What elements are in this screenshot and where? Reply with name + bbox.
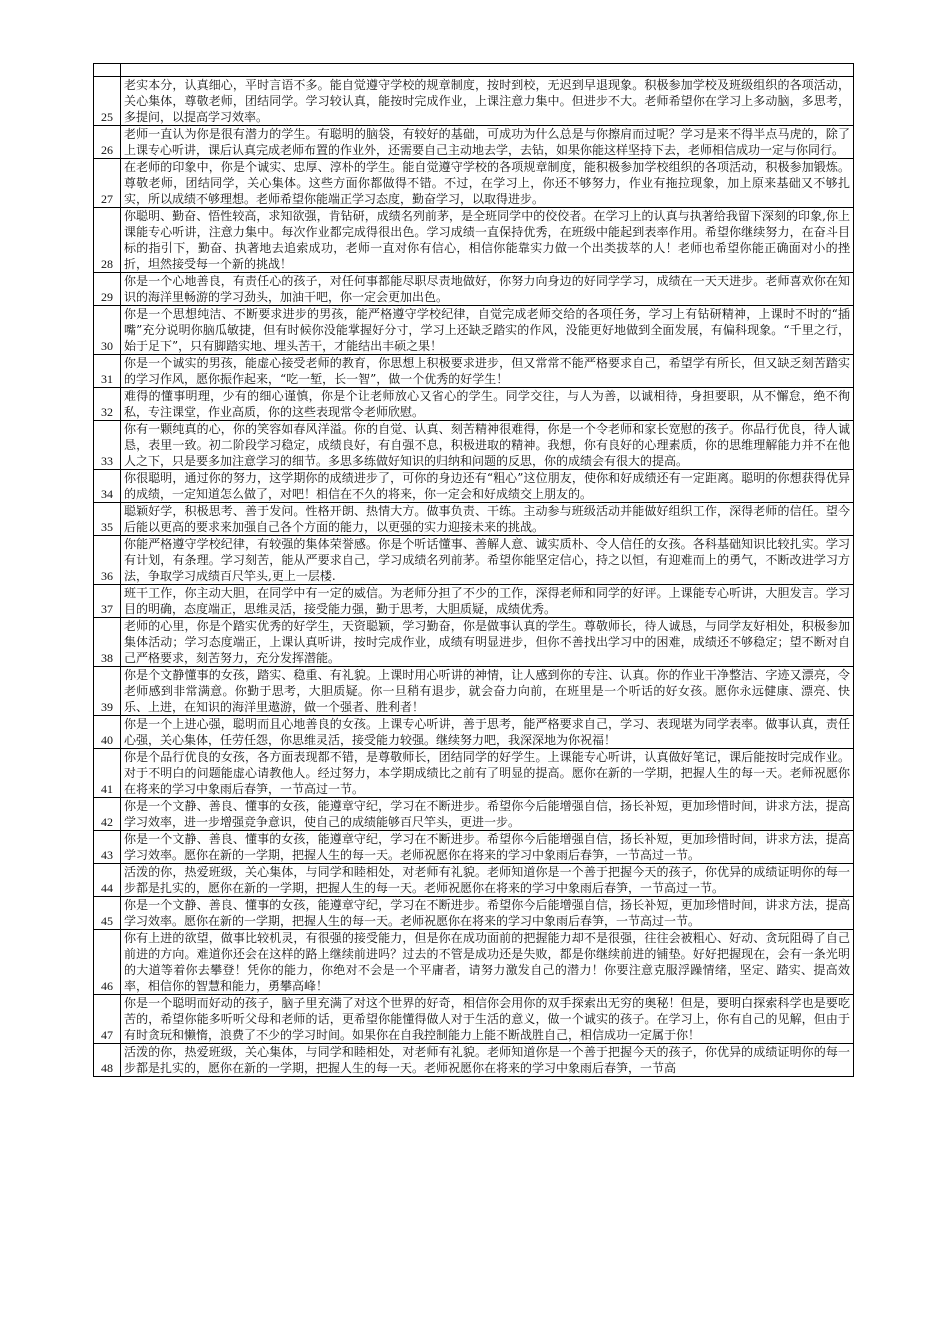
comment-text: 你聪明、勤奋、悟性较高，求知欲强，肯钻研，成绩名列前茅，是全班同学中的佼佼者。在学习上的认真与执著给我留下深刻的印象,你上课能专心听讲，注意力集中。每次作业都完成得很出色。学习成绩一直保持优秀，在班级中能起到表率作用。希望你继续努力，在奋斗目标的指引下，勤奋、执著地去追索成功，老师一直对你有信心，相信你能靠实力做一个出类拔萃的人！老师也希望你能正确面对小的挫折，坦然接受每一个新的挑战！ xyxy=(121,208,854,273)
comment-text: 老师的心里，你是个踏实优秀的好学生，天资聪颖，学习勤奋，你是做事认真的学生。尊敬师长，待人诚恳，与同学友好相处，积极参加集体活动；学习态度端正，上课认真听讲，按时完成作业，成绩有明显进步，但你不善找出学习中的困难，成绩还不够稳定；望不断对自己严格要求，刻苦努力，充分发挥潜能。 xyxy=(121,618,854,667)
row-number: 48 xyxy=(94,1044,121,1077)
comment-text: 班干工作，你主动大胆，在同学中有一定的威信。为老师分担了不少的工作，深得老师和同学的好评。上课能专心听讲，大胆发言。学习目的明确，态度端正，思维灵活，接受能力强，勤于思考，大胆质疑，成绩优秀。 xyxy=(121,585,854,618)
table-row xyxy=(94,749,854,798)
table-row xyxy=(94,306,854,355)
comment-text: 你是个品行优良的女孩，各方面表现都不错，是尊敬师长，团结同学的好学生。上课能专心听讲，认真做好笔记，课后能按时完成作业。对于不明白的问题能虚心请教他人。经过努力，本学期成绩比之前有了明显的提高。愿你在新的一学期，把握人生的每一天。老师祝愿你在将来的学习中象雨后春笋，一节高过一节。 xyxy=(121,749,854,798)
row-number: 46 xyxy=(94,930,121,995)
table-row xyxy=(94,864,854,897)
row-number: 28 xyxy=(94,208,121,273)
table-row xyxy=(94,831,854,864)
table-row xyxy=(94,1044,854,1077)
row-number: 42 xyxy=(94,798,121,831)
table-row xyxy=(94,798,854,831)
comment-text: 你是一个文静、善良、懂事的女孩，能遵章守纪，学习在不断进步。希望你今后能增强自信，扬长补短，更加珍惜时间，讲求方法，提高学习效率。愿你在新的一学期，把握人生的每一天。老师祝愿你在将来的学习中象雨后春笋，一节高过一节。 xyxy=(121,897,854,930)
row-number: 43 xyxy=(94,831,121,864)
comment-text: 你能严格遵守学校纪律，有较强的集体荣誉感。你是个听话懂事、善解人意、诚实质朴、令人信任的女孩。各科基础知识比较扎实。学习有计划，有条理。学习刻苦，能从严要求自己，学习成绩名列前茅。希望你能坚定信心，持之以恒，有迎难而上的勇气，不断改进学习方法，争取学习成绩百尺竿头,更上一层楼. xyxy=(121,536,854,585)
row-number: 36 xyxy=(94,536,121,585)
table-row xyxy=(94,77,854,126)
row-number: 33 xyxy=(94,421,121,470)
table-row xyxy=(94,273,854,306)
table-row xyxy=(94,618,854,667)
row-number: 30 xyxy=(94,306,121,355)
table-row xyxy=(94,995,854,1044)
comment-text: 你是一个文静、善良、懂事的女孩，能遵章守纪，学习在不断进步。希望你今后能增强自信，扬长补短，更加珍惜时间，讲求方法，提高学习效率。愿你在新的一学期，把握人生的每一天。老师祝愿你在将来的学习中象雨后春笋，一节高过一节。 xyxy=(121,831,854,864)
comment-text: 你是一个心地善良，有责任心的孩子，对任何事都能尽职尽责地做好，你努力向身边的好同学学习，成绩在一天天进步。老师喜欢你在知识的海洋里畅游的学习劲头，加油干吧，你一定会更加出色。 xyxy=(121,273,854,306)
comment-text: 老师一直认为你是很有潜力的学生。有聪明的脑袋，有较好的基础，可成功为什么总是与你擦肩而过呢？学习是来不得半点马虎的，除了上课专心听讲，课后认真完成老师布置的作业外，还需要自己主动地去学，去钻，如果你能这样坚持下去，老师相信成功一定与你同行。 xyxy=(121,126,854,159)
table-row xyxy=(94,716,854,749)
row-number: 32 xyxy=(94,388,121,421)
table-row xyxy=(94,126,854,159)
row-number: 39 xyxy=(94,667,121,716)
comment-text: 活泼的你，热爱班级，关心集体，与同学和睦相处，对老师有礼貌。老师知道你是一个善于把握今天的孩子，你优异的成绩证明你的每一步都是扎实的，愿你在新的一学期，把握人生的每一天。老师祝愿你在将来的学习中象雨后春笋，一节高 xyxy=(121,1044,854,1077)
table-row xyxy=(94,585,854,618)
comment-text: 活泼的你，热爱班级，关心集体，与同学和睦相处，对老师有礼貌。老师知道你是一个善于把握今天的孩子，你优异的成绩证明你的每一步都是扎实的，愿你在新的一学期，把握人生的每一天。老师祝愿你在将来的学习中象雨后春笋，一节高过一节。 xyxy=(121,864,854,897)
table-row xyxy=(94,930,854,995)
row-number: 47 xyxy=(94,995,121,1044)
comment-text: 你很聪明，通过你的努力，这学期你的成绩进步了，可你的身边还有“粗心”这位朋友，使你和好成绩还有一定距离。聪明的你想获得优异的成绩，一定知道怎么做了，对吧！相信在不久的将来，你一定会和好成绩交上朋友的。 xyxy=(121,470,854,503)
comment-text: 你有一颗纯真的心，你的笑容如春风洋溢。你的自觉、认真、刻苦精神很难得，你是一个令老师和家长宽慰的孩子。你品行优良，待人诚恳，表里一致。初二阶段学习稳定，成绩良好，有自强不息，积极进取的精神。我想，你有良好的心理素质，你的思维理解能力并不在他人之下，只是要多加注意学习的细节。多思多练做好知识的归纳和问题的反思，你的成绩会有很大的提高。 xyxy=(121,421,854,470)
row-number: 27 xyxy=(94,159,121,208)
row-number: 41 xyxy=(94,749,121,798)
table-row xyxy=(94,536,854,585)
comment-text: 你是一个思想纯洁、不断要求进步的男孩，能严格遵守学校纪律，自觉完成老师交给的各项任务，学习上有钻研精神，上课时不时的“插嘴”充分说明你脑瓜敏捷，但有时候你没能掌握好分寸，学习上还缺乏踏实的作风，没能更好地做到全面发展，有偏科现象。“千里之行，始于足下”，只有脚踏实地、埋头苦干，才能结出丰硕之果！ xyxy=(121,306,854,355)
row-number: 38 xyxy=(94,618,121,667)
table-row xyxy=(94,421,854,470)
comment-text: 你是个文静懂事的女孩，踏实、稳重、有礼貌。上课时用心听讲的神情，让人感到你的专注、认真。你的作业干净整洁、字迹又漂亮，令老师感到非常满意。你勤于思考，大胆质疑。你一旦稍有退步，就会奋力向前，在班里是一个听话的好女孩。愿你永远健康、漂亮、快乐、上进，在知识的海洋里遨游，做一个强者、胜利者！ xyxy=(121,667,854,716)
comment-text: 你是一个聪明而好动的孩子，脑子里充满了对这个世界的好奇，相信你会用你的双手探索出无穷的奥秘！但是，要明白探索科学也是要吃苦的，希望你能多听听父母和老师的话，更希望你能懂得做人对于生活的意义，做一个诚实的孩子。在学习上，你有自己的见解，但由于有时贪玩和懒惰，浪费了不少的学习时间。如果你在自我控制能力上能不断战胜自己，相信成功一定属于你！ xyxy=(121,995,854,1044)
comment-text: 聪颖好学，积极思考、善于发问。性格开朗、热情大方。做事负责、干练。主动参与班级活动并能做好组织工作，深得老师的信任。望今后能以更高的要求来加强自己各个方面的能力，以更强的实力迎接未来的挑战。 xyxy=(121,503,854,536)
table-row xyxy=(94,470,854,503)
table-row xyxy=(94,667,854,716)
row-number: 26 xyxy=(94,126,121,159)
row-number: 44 xyxy=(94,864,121,897)
row-number: 35 xyxy=(94,503,121,536)
row-number: 25 xyxy=(94,77,121,126)
comment-text: 老实本分，认真细心，平时言语不多。能自觉遵守学校的规章制度，按时到校，无迟到早退现象。积极参加学校及班级组织的各项活动，关心集体，尊敬老师，团结同学。学习较认真，能按时完成作业，上课注意力集中。但进步不大。老师希望你在学习上多动脑，多思考，多提问，以提高学习效率。 xyxy=(121,77,854,126)
table-row xyxy=(94,159,854,208)
table-row xyxy=(94,897,854,930)
row-number: 31 xyxy=(94,355,121,388)
row-number: 29 xyxy=(94,273,121,306)
comment-text: 你有上进的欲望，做事比较机灵，有很强的接受能力，但是你在成功面前的把握能力却不是很强，往往会被粗心、好动、贪玩阻碍了自己前进的方向。难道你还会在这样的路上继续前进吗？过去的不管是成功还是失败，都是你继续前进的铺垫。好好把握现在，会有一条光明的大道等着你去攀登！凭你的能力，你绝对不会是一个平庸者，请努力激发自己的潜力！你要注意克服浮躁情绪，坚定、踏实、提高效率，相信你的智慧和能力，勇攀高峰！ xyxy=(121,930,854,995)
row-number: 40 xyxy=(94,716,121,749)
table-row xyxy=(94,388,854,421)
comment-text: 你是一个上进心强，聪明而且心地善良的女孩。上课专心听讲，善于思考，能严格要求自己，学习、表现堪为同学表率。做事认真，责任心强，关心集体，任劳任怨，你思维灵活，接受能力较强。继续努力吧，我深深地为你祝福！ xyxy=(121,716,854,749)
table-row xyxy=(94,208,854,273)
row-number: 45 xyxy=(94,897,121,930)
table-row xyxy=(94,503,854,536)
comment-text: 你是一个诚实的男孩，能虚心接受老师的教育，你思想上积极要求进步，但又常常不能严格要求自己，希望学有所长，但又缺乏刻苦踏实的学习作风，愿你振作起来，“吃一堑，长一智”，做一个优秀的好学生！ xyxy=(121,355,854,388)
row-number: 34 xyxy=(94,470,121,503)
comment-text: 你是一个文静、善良、懂事的女孩，能遵章守纪，学习在不断进步。希望你今后能增强自信，扬长补短，更加珍惜时间，讲求方法，提高学习效率，进一步增强竞争意识，使自己的成绩能够百尺竿头，更进一步。 xyxy=(121,798,854,831)
table-header-row xyxy=(94,64,854,77)
table-row xyxy=(94,355,854,388)
row-number: 37 xyxy=(94,585,121,618)
header-num-cell xyxy=(94,64,121,77)
comment-text: 在老师的印象中，你是个诚实、忠厚、淳朴的学生。能自觉遵守学校的各项规章制度，能积极参加学校组织的各项活动，积极参加锻炼。尊敬老师，团结同学，关心集体。这些方面你都做得不错。不过，在学习上，你还不够努力，作业有拖拉现象，加上原来基础又不够扎实，所以成绩不够理想。老师希望你能端正学习态度，勤奋学习，以取得进步。 xyxy=(121,159,854,208)
comments-table xyxy=(93,63,854,1077)
header-comment-cell xyxy=(121,64,854,77)
comment-text: 难得的懂事明理，少有的细心谨慎，你是个让老师放心又省心的学生。同学交往，与人为善，以诚相待，身担要职，从不懈怠，绝不徇私，专注课堂，作业高质，你的这些表现常令老师欣慰。 xyxy=(121,388,854,421)
